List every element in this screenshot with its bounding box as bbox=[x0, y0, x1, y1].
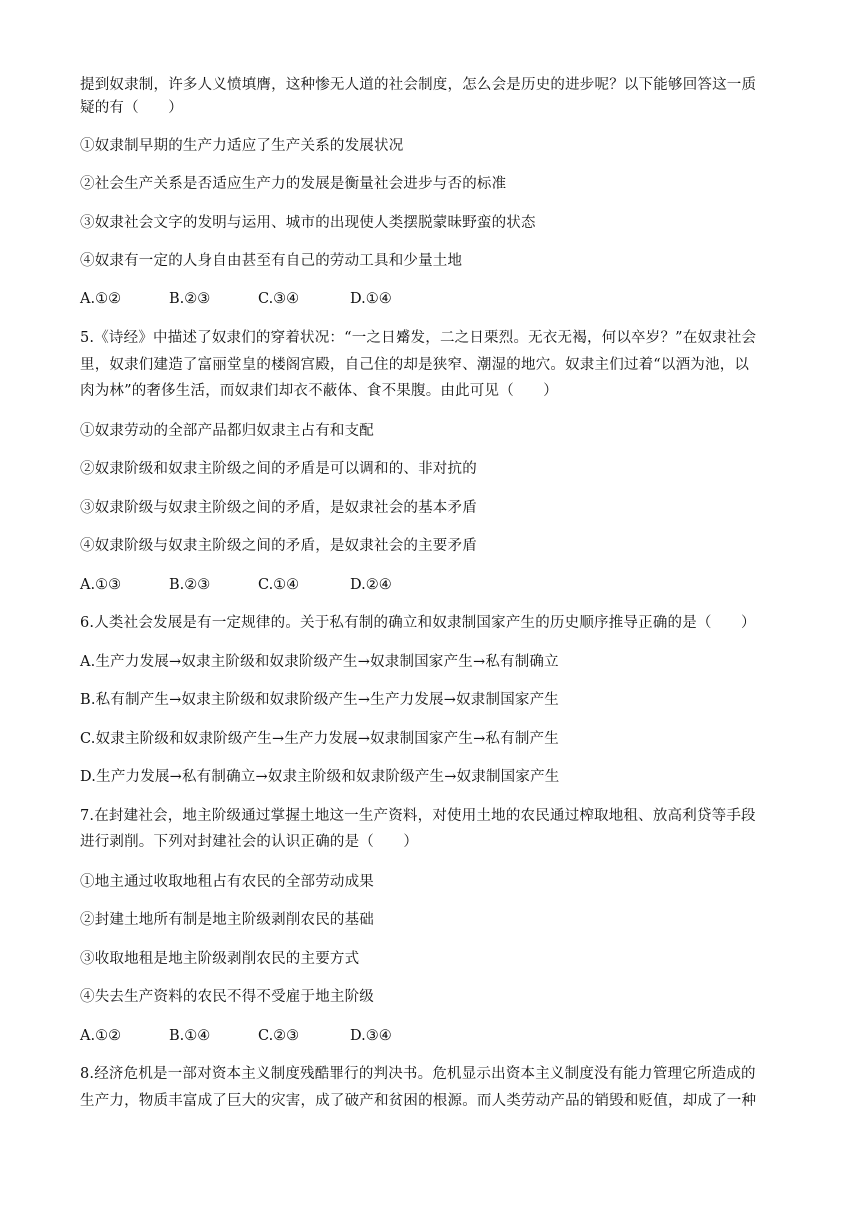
q5-stem-line-3: 肉为林”的奢侈生活，而奴隶们却衣不蔽体、食不果腹。由此可见（ ） bbox=[80, 383, 559, 399]
q4-item-4: ④奴隶有一定的人身自由甚至有自己的劳动工具和少量土地 bbox=[80, 253, 463, 269]
q7-item-1: ①地主通过收取地租占有农民的全部劳动成果 bbox=[80, 874, 374, 890]
q6-option-a: A.生产力发展→奴隶主阶级和奴隶阶级产生→奴隶制国家产生→私有制确立 bbox=[80, 654, 559, 670]
q5-choice-a: A.①③ bbox=[80, 577, 122, 593]
q4-choice-a: A.①② bbox=[80, 291, 122, 307]
q5-stem-line-1: 5.《诗经》中描述了奴隶们的穿着状况：“一之日觱发，二之日栗烈。无衣无褐，何以卒岁？”在奴隶社会 bbox=[80, 330, 757, 346]
q4-item-1: ①奴隶制早期的生产力适应了生产关系的发展状况 bbox=[80, 138, 404, 154]
q4-stem-line-1: 提到奴隶制，许多人义愤填膺，这种惨无人道的社会制度，怎么会是历史的进步呢？以下能够回答这一质 bbox=[80, 77, 757, 93]
q5-choice-d: D.②④ bbox=[350, 577, 392, 593]
q7-item-3: ③收取地租是地主阶级剥削农民的主要方式 bbox=[80, 951, 360, 967]
q4-choice-d: D.①④ bbox=[350, 291, 392, 307]
q7-choice-b: B.①④ bbox=[169, 1028, 211, 1044]
q5-item-4: ④奴隶阶级与奴隶主阶级之间的矛盾，是奴隶社会的主要矛盾 bbox=[80, 538, 477, 554]
q4-item-2: ②社会生产关系是否适应生产力的发展是衡量社会进步与否的标准 bbox=[80, 176, 507, 192]
q4-item-3: ③奴隶社会文字的发明与运用、城市的出现使人类摆脱蒙昧野蛮的状态 bbox=[80, 215, 536, 231]
q6-option-d: D.生产力发展→私有制确立→奴隶主阶级和奴隶阶级产生→奴隶制国家产生 bbox=[80, 769, 560, 785]
q4-stem-line-2: 疑的有（ ） bbox=[80, 100, 183, 116]
q5-item-3: ③奴隶阶级与奴隶主阶级之间的矛盾，是奴隶社会的基本矛盾 bbox=[80, 500, 477, 516]
q5-stem-line-2: 里，奴隶们建造了富丽堂皇的楼阁宫殿，自己住的却是狭窄、潮湿的地穴。奴隶主们过着“以酒为池，以 bbox=[80, 357, 750, 373]
q8-stem-line-1: 8.经济危机是一部对资本主义制度残酷罪行的判决书。危机显示出资本主义制度没有能力管理它所造成的 bbox=[80, 1066, 756, 1082]
q5-choice-b: B.②③ bbox=[169, 577, 211, 593]
q5-item-1: ①奴隶劳动的全部产品都归奴隶主占有和支配 bbox=[80, 423, 374, 439]
q6-stem-line-1: 6.人类社会发展是有一定规律的。关于私有制的确立和奴隶制国家产生的历史顺序推导正确的是（ ） bbox=[80, 615, 756, 631]
q4-choice-c: C.③④ bbox=[258, 291, 300, 307]
q7-choice-a: A.①② bbox=[80, 1028, 122, 1044]
q7-stem-line-1: 7.在封建社会，地主阶级通过掌握土地这一生产资料，对使用土地的农民通过榨取地租、放高利贷等手段 bbox=[80, 808, 756, 824]
q5-item-2: ②奴隶阶级和奴隶主阶级之间的矛盾是可以调和的、非对抗的 bbox=[80, 461, 477, 477]
q7-choice-c: C.②③ bbox=[258, 1028, 300, 1044]
q7-stem-line-2: 进行剥削。下列对封建社会的认识正确的是（ ） bbox=[80, 834, 419, 850]
q7-choice-d: D.③④ bbox=[350, 1028, 392, 1044]
q6-option-b: B.私有制产生→奴隶主阶级和奴隶阶级产生→生产力发展→奴隶制国家产生 bbox=[80, 692, 560, 708]
q7-item-4: ④失去生产资料的农民不得不受雇于地主阶级 bbox=[80, 989, 374, 1005]
q5-choice-c: C.①④ bbox=[258, 577, 300, 593]
q8-stem-line-2: 生产力，物质丰富成了巨大的灾害，成了破产和贫困的根源。而人类劳动产品的销毁和贬值，却成了一种 bbox=[80, 1093, 757, 1109]
q7-item-2: ②封建土地所有制是地主阶级剥削农民的基础 bbox=[80, 912, 374, 928]
q6-option-c: C.奴隶主阶级和奴隶阶级产生→生产力发展→奴隶制国家产生→私有制产生 bbox=[80, 731, 559, 747]
q4-choice-b: B.②③ bbox=[169, 291, 211, 307]
